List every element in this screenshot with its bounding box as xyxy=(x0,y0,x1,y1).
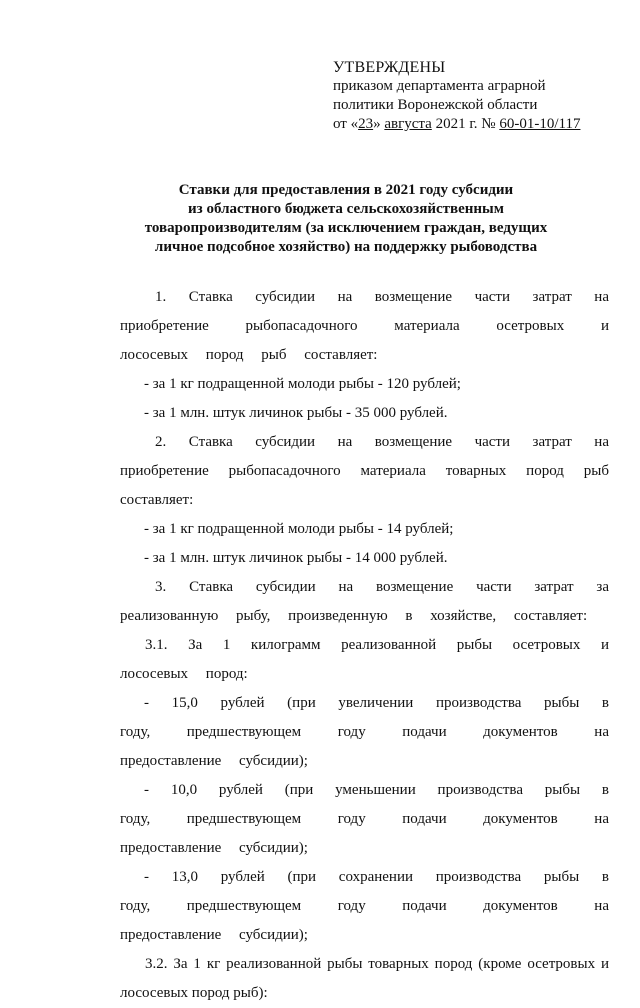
title-line: личное подсобное хозяйство) на поддержку рыбоводства xyxy=(154,239,538,255)
document-title xyxy=(80,181,612,257)
document-body xyxy=(120,283,609,1008)
approval-line-order: приказом департамента аграрной xyxy=(333,78,546,94)
date-prefix: от « xyxy=(333,116,359,132)
paragraph-2: 2. Ставка субсидии на возмещение части затрат на приобретение рыбопасадочного материала товарных пород рыб составляет: xyxy=(120,434,609,508)
list-item: - 15,0 рублей (при увеличении производства рыбы в году, предшествующем году подачи документов на предоставление субсидии); xyxy=(120,695,609,769)
title-line: Ставки для предоставления в 2021 году субсидии xyxy=(178,182,514,198)
list-item: - за 1 млн. штук личинок рыбы - 35 000 рублей. xyxy=(144,405,448,421)
paragraph-3-1: 3.1. За 1 килограмм реализованной рыбы осетровых и лососевых пород: xyxy=(120,637,609,682)
title-line: из областного бюджета сельскохозяйственным xyxy=(188,201,504,217)
title-line: товаропроизводителям (за исключением граждан, ведущих xyxy=(144,220,548,236)
approval-stamp xyxy=(333,58,580,134)
order-number: 60-01-10/117 xyxy=(499,116,581,132)
date-separator: » xyxy=(373,116,385,132)
approval-line-department: политики Воронежской области xyxy=(333,97,538,113)
approval-heading: УТВЕРЖДЕНЫ xyxy=(333,59,446,76)
list-item: - за 1 кг подращенной молоди рыбы - 14 рублей; xyxy=(144,521,454,537)
paragraph-1: 1. Ставка субсидии на возмещение части затрат на приобретение рыбопасадочного материала осетровых и лососевых пород рыб составляет: xyxy=(120,289,609,363)
list-item: - за 1 млн. штук личинок рыбы - 14 000 рублей. xyxy=(144,550,448,566)
paragraph-3-2: 3.2. За 1 кг реализованной рыбы товарных пород (кроме осетровых и лососевых пород рыб): xyxy=(120,956,609,1001)
list-item: - за 1 кг подращенной молоди рыбы - 120 рублей; xyxy=(144,376,461,392)
approval-line-date xyxy=(333,115,580,134)
approval-day: 23 xyxy=(358,116,374,132)
approval-month: августа xyxy=(384,116,432,132)
date-year-label: 2021 г. № xyxy=(431,116,500,132)
list-item: - 10,0 рублей (при уменьшении производства рыбы в году, предшествующем году подачи документов на предоставление субсидии); xyxy=(120,782,609,856)
list-item: - 13,0 рублей (при сохранении производства рыбы в году, предшествующем году подачи документов на предоставление субсидии); xyxy=(120,869,609,943)
paragraph-3: 3. Ставка субсидии на возмещение части затрат за реализованную рыбу, произведенную в хозяйстве, составляет: xyxy=(120,579,609,624)
